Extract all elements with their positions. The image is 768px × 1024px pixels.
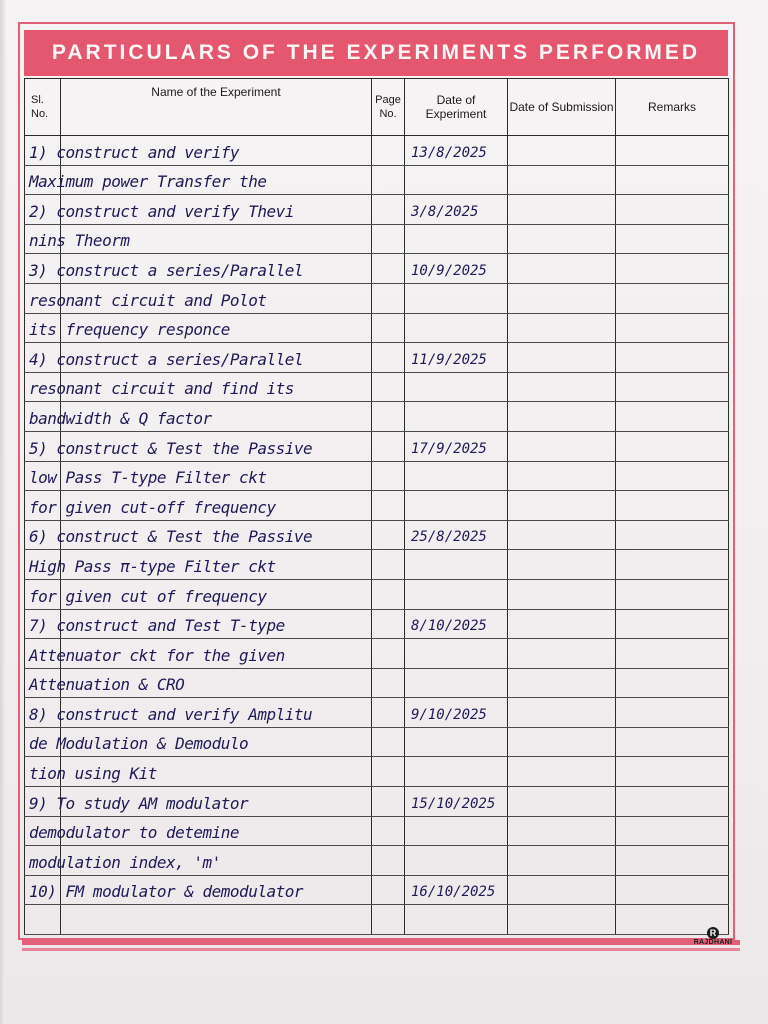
- date-experiment-cell: [405, 875, 508, 905]
- date-experiment-cell: [405, 550, 508, 580]
- page-no-cell: [372, 757, 405, 787]
- table-row: [25, 727, 729, 757]
- handwritten-experiment-text: resonant circuit and find its: [29, 379, 294, 399]
- date-experiment-cell: [405, 313, 508, 343]
- page-no-cell: [372, 698, 405, 728]
- date-submission-cell: [508, 461, 616, 491]
- table-row: [25, 846, 729, 876]
- table-body: [25, 136, 729, 935]
- page-no-cell: [372, 195, 405, 225]
- date-submission-cell: [508, 639, 616, 669]
- date-submission-cell: [508, 846, 616, 876]
- page-edge-shadow: [0, 0, 6, 1024]
- date-submission-cell: [508, 698, 616, 728]
- handwritten-experiment-text: demodulator to detemine: [29, 823, 240, 843]
- remarks-cell: [616, 639, 729, 669]
- page-no-cell: [372, 431, 405, 461]
- date-experiment-cell: [405, 787, 508, 817]
- date-experiment-cell: [405, 372, 508, 402]
- handwritten-experiment-text: modulation index, 'm': [29, 852, 221, 872]
- experiments-table: [24, 78, 729, 935]
- remarks-cell: [616, 313, 729, 343]
- handwritten-date: [405, 855, 411, 871]
- remarks-cell: [616, 816, 729, 846]
- page-no-cell: [372, 550, 405, 580]
- handwritten-experiment-text: 6) construct & Test the Passive: [29, 527, 313, 547]
- handwritten-date: [405, 677, 411, 693]
- handwritten-experiment-text: 4) construct a series/Parallel: [29, 349, 303, 369]
- handwritten-date: [405, 411, 411, 427]
- title-banner: [24, 30, 728, 76]
- handwritten-experiment-text: tion using Kit: [29, 764, 157, 784]
- sl-no-cell: [25, 787, 249, 817]
- date-experiment-cell: [405, 846, 508, 876]
- table-header-row: [25, 79, 729, 136]
- remarks-cell: [616, 727, 729, 757]
- handwritten-date: [405, 233, 411, 249]
- date-submission-cell: [508, 165, 616, 195]
- handwritten-experiment-text: High Pass π-type Filter ckt: [29, 556, 276, 576]
- date-experiment-cell: [405, 491, 508, 521]
- sl-no-cell: [25, 520, 313, 550]
- sl-no-cell: [25, 224, 130, 254]
- page-no-cell: [372, 816, 405, 846]
- page-no-cell: [372, 343, 405, 373]
- date-experiment-cell: [405, 609, 508, 639]
- banner-title: PARTICULARS OF THE EXPERIMENTS PERFORMED: [51, 41, 701, 64]
- handwritten-date: [405, 825, 411, 841]
- sl-no-cell: [25, 195, 294, 225]
- page-no-cell: [372, 639, 405, 669]
- handwritten-experiment-text: for given cut of frequency: [29, 586, 267, 606]
- sl-no-cell: [25, 431, 313, 461]
- sl-no-cell: [25, 905, 61, 935]
- remarks-cell: [616, 372, 729, 402]
- table-row: [25, 875, 729, 905]
- handwritten-experiment-text: resonant circuit and Polot: [29, 290, 267, 310]
- remarks-cell: [616, 195, 729, 225]
- table-row: [25, 520, 729, 550]
- table-row: [25, 461, 729, 491]
- sl-no-cell: [25, 609, 285, 639]
- page-no-cell: [372, 846, 405, 876]
- page-no-cell: [372, 520, 405, 550]
- handwritten-date: 25/8/2025: [411, 529, 487, 546]
- sl-no-cell: [25, 254, 303, 284]
- remarks-cell: [616, 254, 729, 284]
- table-row: [25, 905, 729, 935]
- publisher-name: RAJDHANI: [693, 939, 733, 946]
- remarks-cell: [616, 224, 729, 254]
- handwritten-date: 3/8/2025: [411, 203, 479, 220]
- bottom-rule-thin: [22, 948, 740, 951]
- table-row: [25, 609, 729, 639]
- handwritten-experiment-text: Maximum power Transfer the: [29, 172, 267, 192]
- remarks-cell: [616, 461, 729, 491]
- date-submission-cell: [508, 550, 616, 580]
- table-row: [25, 639, 729, 669]
- handwritten-date: 17/9/2025: [411, 440, 487, 457]
- handwritten-date: 15/10/2025: [411, 795, 496, 812]
- handwritten-date: 10/9/2025: [411, 262, 487, 279]
- sl-no-cell: [25, 283, 267, 313]
- table-row: [25, 431, 729, 461]
- page-no-cell: [372, 668, 405, 698]
- date-experiment-cell: [405, 283, 508, 313]
- page-no-cell: [372, 461, 405, 491]
- sl-no-cell: [25, 165, 267, 195]
- handwritten-experiment-text: 3) construct a series/Parallel: [29, 260, 303, 280]
- sl-no-cell: [25, 313, 230, 343]
- handwritten-date: [405, 500, 411, 516]
- date-submission-cell: [508, 224, 616, 254]
- page-no-cell: [372, 787, 405, 817]
- date-experiment-cell: [405, 698, 508, 728]
- date-submission-cell: [508, 668, 616, 698]
- sl-no-cell: [25, 402, 212, 432]
- table-row: [25, 224, 729, 254]
- col-header-date-submission: Date of Submission: [508, 79, 616, 136]
- date-experiment-cell: [405, 757, 508, 787]
- date-experiment-cell: [405, 461, 508, 491]
- handwritten-experiment-text: 2) construct and verify Thevi: [29, 201, 294, 221]
- date-experiment-cell: [405, 343, 508, 373]
- remarks-cell: [616, 875, 729, 905]
- sl-no-cell: [25, 491, 276, 521]
- bottom-rule-thick: [22, 940, 740, 945]
- handwritten-date: [405, 470, 411, 486]
- sl-no-cell: [25, 579, 267, 609]
- table-row: [25, 283, 729, 313]
- table-row: [25, 787, 729, 817]
- date-submission-cell: [508, 757, 616, 787]
- handwritten-experiment-text: for given cut-off frequency: [29, 497, 276, 517]
- sl-no-cell: [25, 698, 313, 728]
- handwritten-experiment-text: 9) To study AM modulator: [29, 793, 249, 813]
- remarks-cell: [616, 431, 729, 461]
- page-no-cell: [372, 402, 405, 432]
- handwritten-date: [405, 381, 411, 397]
- page-no-cell: [372, 727, 405, 757]
- page-no-cell: [372, 609, 405, 639]
- handwritten-experiment-text: Attenuation & CRO: [29, 675, 185, 695]
- date-submission-cell: [508, 491, 616, 521]
- date-submission-cell: [508, 343, 616, 373]
- handwritten-date: 16/10/2025: [411, 884, 496, 901]
- handwritten-date: 8/10/2025: [411, 618, 487, 635]
- handwritten-date: [405, 914, 411, 930]
- handwritten-date: [405, 648, 411, 664]
- sl-no-cell: [25, 875, 303, 905]
- handwritten-date: 11/9/2025: [411, 351, 487, 368]
- date-submission-cell: [508, 431, 616, 461]
- table-row: [25, 136, 729, 166]
- remarks-cell: [616, 609, 729, 639]
- publisher-logo: [690, 927, 736, 946]
- date-experiment-cell: [405, 668, 508, 698]
- date-experiment-cell: [405, 195, 508, 225]
- remarks-cell: [616, 491, 729, 521]
- page-no-cell: [372, 372, 405, 402]
- date-experiment-cell: [405, 254, 508, 284]
- handwritten-experiment-text: 10) FM modulator & demodulator: [29, 882, 303, 902]
- name-cell: [61, 905, 372, 935]
- remarks-cell: [616, 579, 729, 609]
- handwritten-date: 13/8/2025: [411, 144, 487, 161]
- sl-no-cell: [25, 461, 267, 491]
- sl-no-cell: [25, 757, 157, 787]
- remarks-cell: [616, 846, 729, 876]
- remarks-cell: [616, 402, 729, 432]
- handwritten-experiment-text: 7) construct and Test T-type: [29, 616, 285, 636]
- date-submission-cell: [508, 875, 616, 905]
- date-experiment-cell: [405, 431, 508, 461]
- page-no-cell: [372, 875, 405, 905]
- sl-no-cell: [25, 372, 294, 402]
- handwritten-experiment-text: de Modulation & Demodulo: [29, 734, 249, 754]
- table-row: [25, 579, 729, 609]
- handwritten-experiment-text: Attenuator ckt for the given: [29, 645, 285, 665]
- date-submission-cell: [508, 254, 616, 284]
- date-submission-cell: [508, 195, 616, 225]
- publisher-logo-icon: R: [707, 927, 719, 939]
- col-header-name: Name of the Experiment: [61, 79, 372, 136]
- page-no-cell: [372, 491, 405, 521]
- page-no-cell: [372, 579, 405, 609]
- remarks-cell: [616, 787, 729, 817]
- date-submission-cell: [508, 136, 616, 166]
- date-experiment-cell: [405, 136, 508, 166]
- sl-no-cell: [25, 639, 285, 669]
- page-no-cell: [372, 313, 405, 343]
- date-experiment-cell: [405, 579, 508, 609]
- date-submission-cell: [508, 520, 616, 550]
- handwritten-experiment-text: low Pass T-type Filter ckt: [29, 468, 267, 488]
- handwritten-date: [405, 293, 411, 309]
- table-row: [25, 313, 729, 343]
- date-experiment-cell: [405, 224, 508, 254]
- date-experiment-cell: [405, 165, 508, 195]
- handwritten-experiment-text: 5) construct & Test the Passive: [29, 438, 313, 458]
- remarks-cell: [616, 283, 729, 313]
- table-row: [25, 372, 729, 402]
- table-row: [25, 343, 729, 373]
- handwritten-experiment-text: its frequency responce: [29, 320, 230, 340]
- handwritten-date: [405, 174, 411, 190]
- page-no-cell: [372, 905, 405, 935]
- date-submission-cell: [508, 727, 616, 757]
- page-no-cell: [372, 254, 405, 284]
- date-experiment-cell: [405, 520, 508, 550]
- page-no-cell: [372, 165, 405, 195]
- remarks-cell: [616, 136, 729, 166]
- page-no-cell: [372, 283, 405, 313]
- sl-no-cell: [25, 816, 240, 846]
- handwritten-date: [405, 766, 411, 782]
- remarks-cell: [616, 343, 729, 373]
- page-no-cell: [372, 136, 405, 166]
- date-submission-cell: [508, 905, 616, 935]
- table-row: [25, 491, 729, 521]
- date-submission-cell: [508, 609, 616, 639]
- date-submission-cell: [508, 816, 616, 846]
- col-header-sl-no: Sl. No.: [25, 79, 61, 136]
- date-submission-cell: [508, 402, 616, 432]
- sl-no-cell: [25, 668, 185, 698]
- table-row: [25, 668, 729, 698]
- table-row: [25, 816, 729, 846]
- col-header-page-no: Page No.: [372, 79, 405, 136]
- sl-no-cell: [25, 136, 240, 166]
- remarks-cell: [616, 165, 729, 195]
- remarks-cell: [616, 550, 729, 580]
- remarks-cell: [616, 698, 729, 728]
- handwritten-date: [405, 589, 411, 605]
- date-submission-cell: [508, 787, 616, 817]
- table-row: [25, 402, 729, 432]
- col-header-date-experiment: Date of Experiment: [405, 79, 508, 136]
- handwritten-experiment-text: 1) construct and verify: [29, 142, 240, 162]
- table-row: [25, 195, 729, 225]
- sl-no-cell: [25, 727, 249, 757]
- remarks-cell: [616, 757, 729, 787]
- table-row: [25, 254, 729, 284]
- date-experiment-cell: [405, 402, 508, 432]
- handwritten-date: 9/10/2025: [411, 706, 487, 723]
- page-no-cell: [372, 224, 405, 254]
- handwritten-experiment-text: 8) construct and verify Amplitu: [29, 704, 313, 724]
- handwritten-date: [405, 736, 411, 752]
- handwritten-date: [405, 559, 411, 575]
- table-row: [25, 550, 729, 580]
- sl-no-cell: [25, 846, 221, 876]
- handwritten-date: [405, 322, 411, 338]
- remarks-cell: [616, 520, 729, 550]
- date-experiment-cell: [405, 639, 508, 669]
- table-row: [25, 165, 729, 195]
- sl-no-cell: [25, 343, 303, 373]
- sl-no-cell: [25, 550, 276, 580]
- remarks-cell: [616, 668, 729, 698]
- date-submission-cell: [508, 372, 616, 402]
- date-experiment-cell: [405, 816, 508, 846]
- date-experiment-cell: [405, 727, 508, 757]
- table-row: [25, 698, 729, 728]
- date-experiment-cell: [405, 905, 508, 935]
- date-submission-cell: [508, 313, 616, 343]
- date-submission-cell: [508, 283, 616, 313]
- handwritten-experiment-text: nins Theorm: [29, 231, 130, 251]
- col-header-remarks: Remarks: [616, 79, 729, 136]
- handwritten-experiment-text: bandwidth & Q factor: [29, 408, 212, 428]
- date-submission-cell: [508, 579, 616, 609]
- table-row: [25, 757, 729, 787]
